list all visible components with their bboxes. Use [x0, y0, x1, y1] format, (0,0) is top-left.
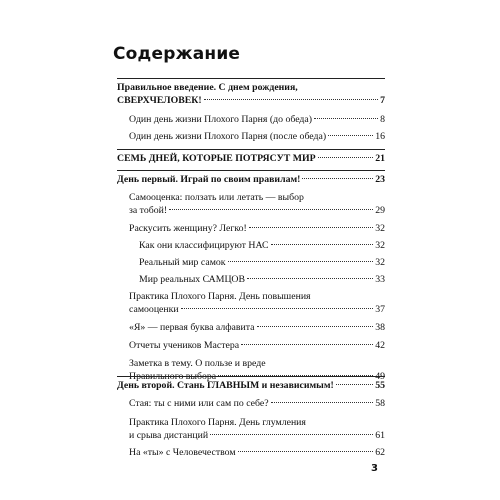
toc-entry-title: самооценки: [129, 303, 179, 315]
toc-entry: [129, 223, 385, 236]
toc-page-number: 32: [375, 240, 385, 251]
page-number: 3: [371, 463, 378, 474]
toc-page-number: 61: [375, 429, 385, 441]
toc-entry-title: СВЕРХЧЕЛОВЕК!: [117, 94, 202, 106]
leader-dots: [271, 402, 374, 403]
toc-entry: [139, 257, 385, 270]
toc-entry-title: «Я» — первая буква алфавита: [129, 322, 255, 333]
toc-entry-title: Один день жизни Плохого Парня (после обеда): [129, 131, 327, 142]
toc-page-number: 58: [375, 398, 385, 409]
leader-dots: [210, 434, 373, 435]
leader-dots: [238, 451, 374, 452]
toc-entry: [129, 131, 385, 144]
toc-entry-seven-days: [117, 153, 385, 166]
toc-entry: [129, 447, 385, 460]
section-rule: [117, 376, 385, 377]
leader-dots: [271, 244, 374, 245]
toc-entry-line1: Практика Плохого Парня. День глумления: [129, 417, 306, 428]
toc-entry: [139, 274, 385, 287]
toc-page-number: 55: [375, 380, 385, 391]
toc-entry: [129, 417, 385, 442]
leader-dots: [241, 344, 373, 345]
toc-entry-title: Реальный мир самок: [139, 257, 226, 268]
toc-entry: [129, 192, 385, 217]
toc-entry: [129, 340, 385, 353]
toc-page-number: 33: [375, 274, 385, 285]
toc-page-number: 7: [380, 94, 385, 106]
leader-dots: [249, 227, 373, 228]
toc-entry-title: Как они классифицируют НАС: [139, 240, 269, 251]
toc-page-number: 29: [375, 204, 385, 216]
toc-entry: [129, 398, 385, 411]
toc-entry-day-one: [117, 174, 385, 187]
leader-dots: [257, 326, 374, 327]
toc-entry-title: Один день жизни Плохого Парня (до обеда): [129, 114, 313, 125]
toc-entry-title: Правильного выбора: [129, 370, 217, 382]
toc-entry-title: за тобой!: [129, 204, 168, 216]
toc-entry-title: Отчеты учеников Мастера: [129, 340, 240, 351]
toc-entry-line1: Заметка в тему. О пользе и вреде: [129, 358, 266, 369]
toc-entry-line1: Самооценка: ползать или летать — выбор: [129, 192, 304, 203]
leader-dots: [302, 178, 373, 179]
toc-page-number: 49: [375, 370, 385, 382]
toc-page-number: 37: [375, 303, 385, 315]
leader-dots: [328, 135, 373, 136]
toc-entry-title: и срыва дистанций: [129, 429, 209, 441]
toc-entry: [129, 291, 385, 316]
toc-page-number: 32: [375, 223, 385, 234]
toc-entry: [129, 114, 385, 127]
leader-dots: [314, 118, 378, 119]
page-title: Содержание: [113, 44, 241, 64]
toc-entry-title: Мир реальных САМЦОВ: [139, 274, 246, 285]
toc-page-number: 42: [375, 340, 385, 351]
leader-dots: [228, 261, 374, 262]
toc-entry-title: На «ты» с Человечеством: [129, 447, 236, 458]
leader-dots: [247, 278, 373, 279]
leader-dots: [336, 384, 373, 385]
toc-page-number: 62: [375, 447, 385, 458]
toc-entry: [139, 240, 385, 253]
toc-entry-introduction: [117, 82, 385, 107]
leader-dots: [204, 99, 378, 100]
toc-entry-line1: Практика Плохого Парня. День повышения: [129, 291, 311, 302]
section-rule: [117, 170, 385, 171]
toc-entry: [129, 322, 385, 335]
toc-page-number: 32: [375, 257, 385, 268]
toc-entry-title: День второй. Стань ГЛАВНЫМ и независимым!: [117, 380, 334, 391]
toc-entry-title: СЕМЬ ДНЕЙ, КОТОРЫЕ ПОТРЯСУТ МИР: [117, 153, 316, 164]
toc-entry-title: День первый. Играй по своим правилам!: [117, 174, 301, 185]
toc-entry-title: Раскусить женщину? Легко!: [129, 223, 247, 234]
toc-page-number: 8: [380, 114, 385, 125]
leader-dots: [318, 157, 374, 158]
toc-page-number: 21: [375, 153, 385, 164]
toc-entry-title: Стая: ты с ними или сам по себе?: [129, 398, 269, 409]
leader-dots: [181, 308, 374, 309]
leader-dots: [169, 209, 373, 210]
section-rule: [117, 149, 385, 150]
section-rule: [117, 78, 385, 79]
toc-page-number: 38: [375, 322, 385, 333]
toc-page-number: 23: [375, 174, 385, 185]
toc-page-number: 16: [375, 131, 385, 142]
toc-entry-day-two: [117, 380, 385, 393]
toc-entry-line1: Правильное введение. С днем рождения,: [117, 82, 298, 93]
